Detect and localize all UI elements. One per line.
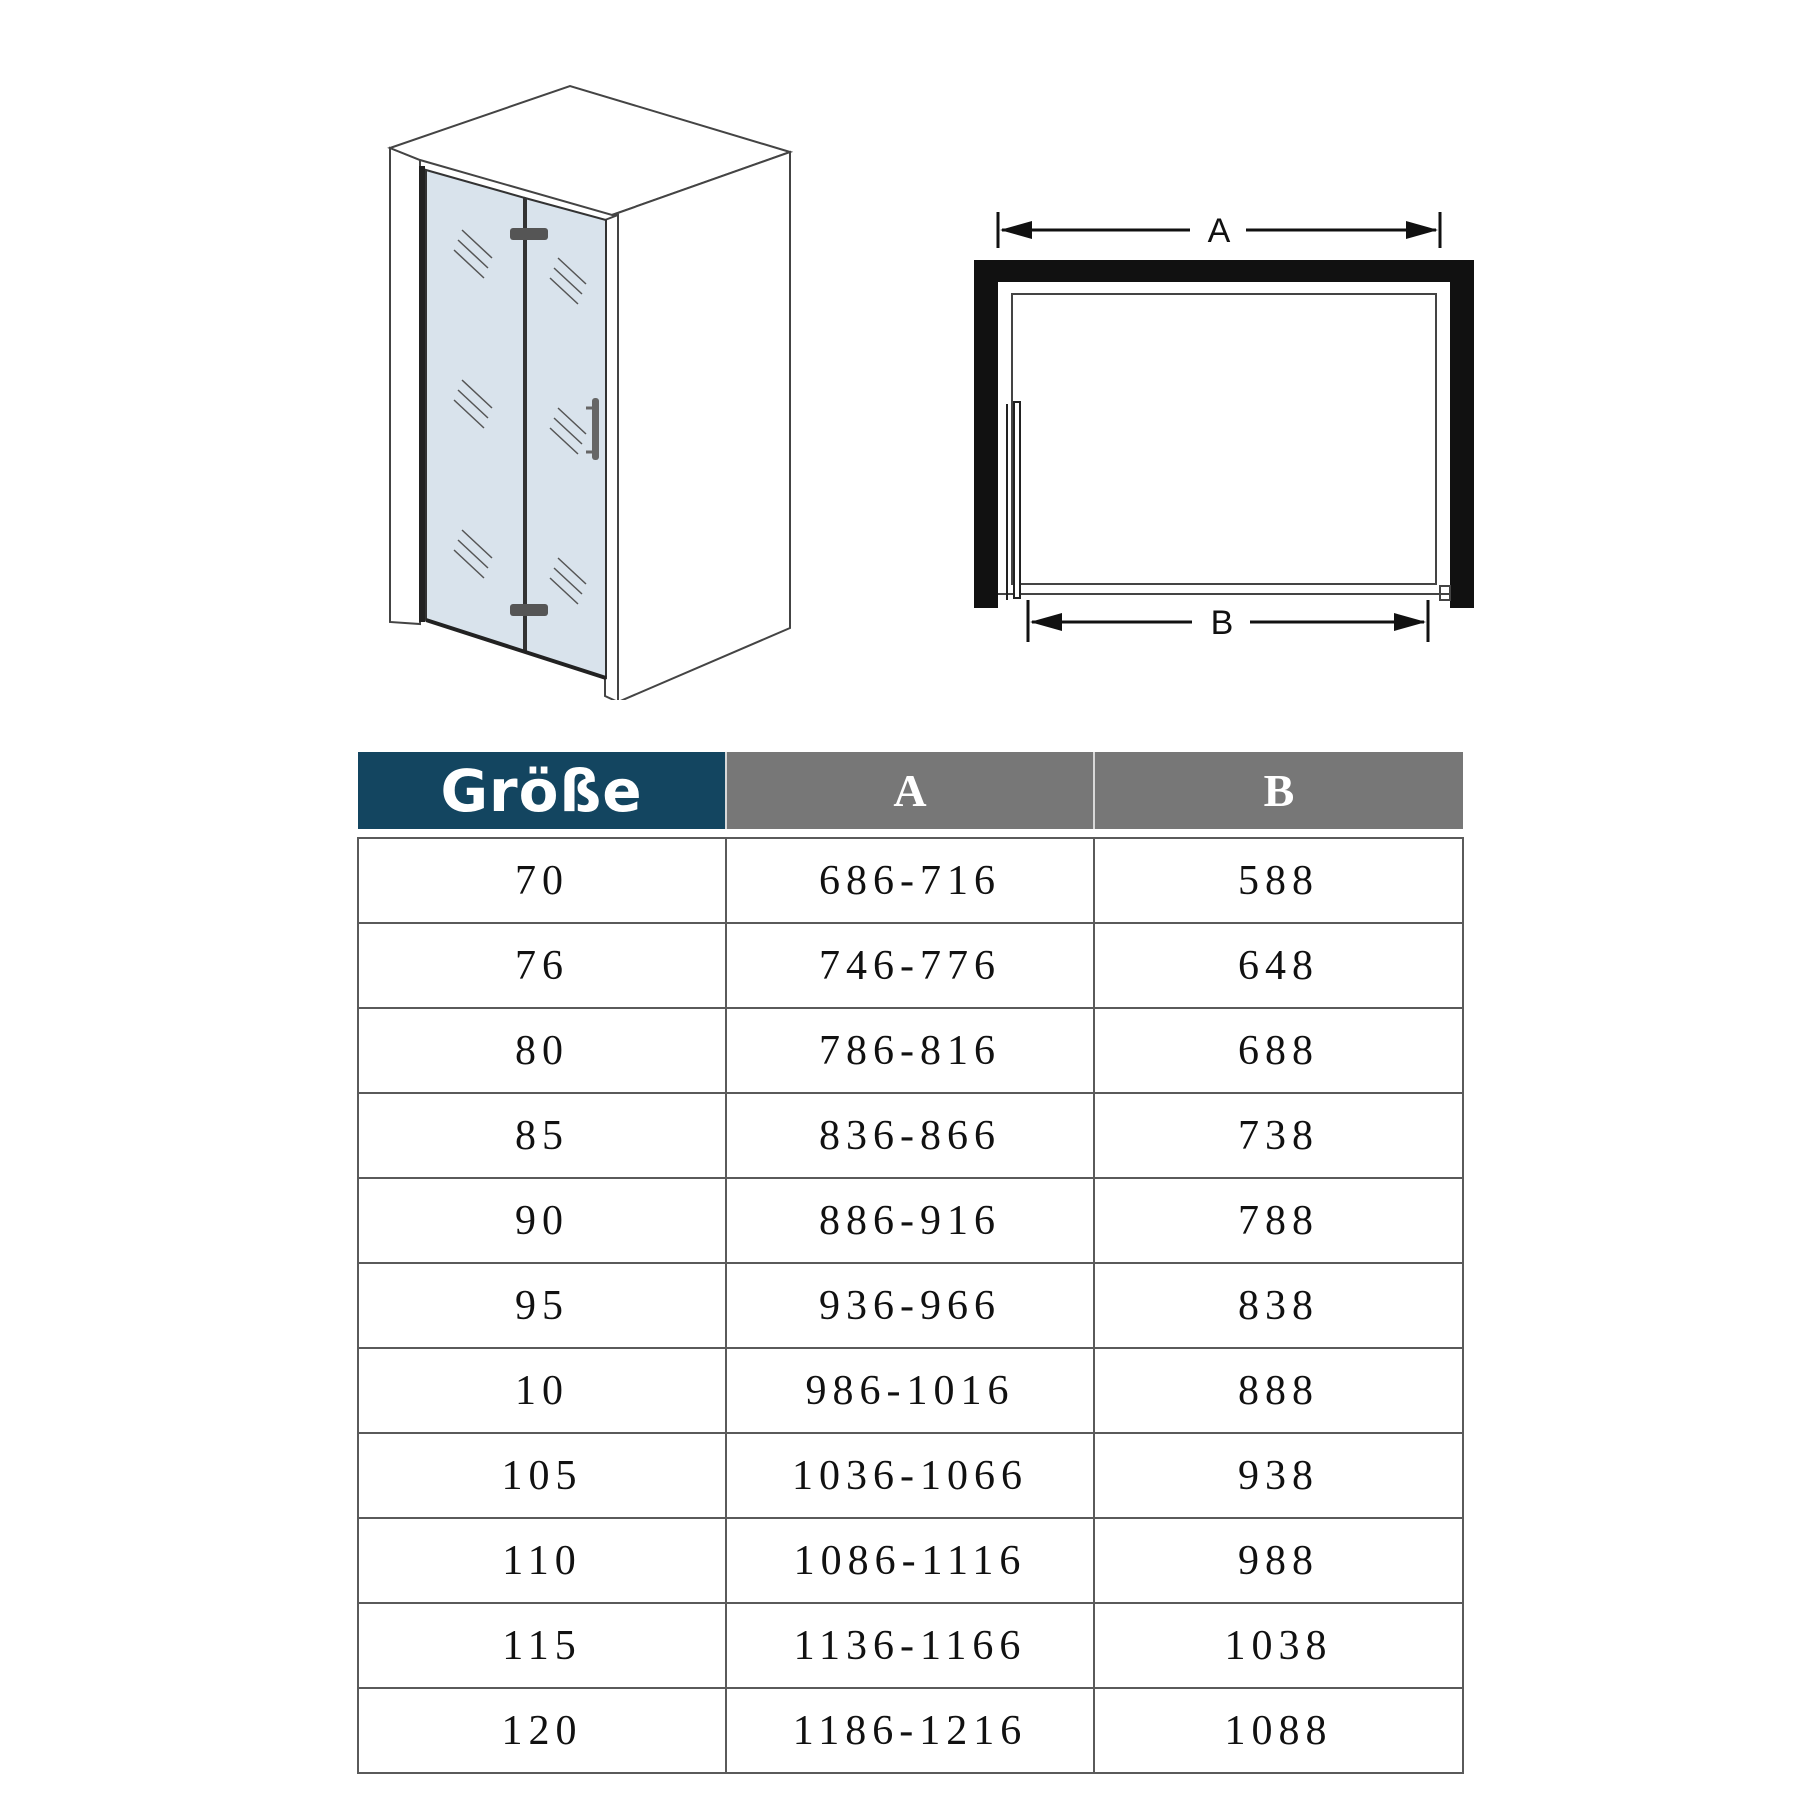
- a-cell: 786-816: [726, 1008, 1094, 1093]
- a-cell: 746-776: [726, 923, 1094, 1008]
- table-row: [358, 923, 1463, 1008]
- a-cell: 986-1016: [726, 1348, 1094, 1433]
- left-wall: [390, 148, 420, 624]
- a-cell: 1036-1066: [726, 1433, 1094, 1518]
- a-cell: 1136-1166: [726, 1603, 1094, 1688]
- table-header-row: [358, 752, 1463, 829]
- b-cell: 738: [1094, 1093, 1463, 1178]
- table-body: [358, 838, 1463, 1773]
- table-row: [358, 1603, 1463, 1688]
- bifold-door: [422, 166, 606, 678]
- table-row: [358, 1433, 1463, 1518]
- table-row: [358, 1518, 1463, 1603]
- table-row: [358, 1008, 1463, 1093]
- table-row: [358, 1348, 1463, 1433]
- size-cell: 120: [358, 1688, 726, 1773]
- a-cell: 686-716: [726, 838, 1094, 923]
- b-cell: 888: [1094, 1348, 1463, 1433]
- shower-enclosure-illustration: [380, 80, 810, 700]
- hinge-bottom: [510, 604, 548, 616]
- right-wall: [612, 152, 790, 700]
- hinge-top: [510, 228, 548, 240]
- dimension-b-label: B: [1210, 604, 1234, 642]
- shower-tray: [1012, 294, 1436, 584]
- table-row: [358, 1178, 1463, 1263]
- header-a: A: [726, 752, 1094, 829]
- size-cell: 110: [358, 1518, 726, 1603]
- b-cell: 988: [1094, 1518, 1463, 1603]
- b-cell: 838: [1094, 1263, 1463, 1348]
- size-table: [357, 752, 1464, 1774]
- a-cell: 936-966: [726, 1263, 1094, 1348]
- b-cell: 1038: [1094, 1603, 1463, 1688]
- table-row: [358, 1263, 1463, 1348]
- size-cell: 95: [358, 1263, 726, 1348]
- b-cell: 1088: [1094, 1688, 1463, 1773]
- b-cell: 938: [1094, 1433, 1463, 1518]
- b-cell: 688: [1094, 1008, 1463, 1093]
- folded-door-panel: [1014, 402, 1020, 598]
- dimension-plan-diagram: [960, 190, 1500, 660]
- table-row: [358, 1093, 1463, 1178]
- size-cell: 70: [358, 838, 726, 923]
- table-row: [358, 1688, 1463, 1773]
- size-cell: 105: [358, 1433, 726, 1518]
- size-cell: 80: [358, 1008, 726, 1093]
- size-cell: 90: [358, 1178, 726, 1263]
- a-cell: 836-866: [726, 1093, 1094, 1178]
- a-cell: 1086-1116: [726, 1518, 1094, 1603]
- size-cell: 10: [358, 1348, 726, 1433]
- b-cell: 788: [1094, 1178, 1463, 1263]
- header-size: Größe: [358, 752, 726, 829]
- size-cell: 115: [358, 1603, 726, 1688]
- a-cell: 1186-1216: [726, 1688, 1094, 1773]
- a-cell: 886-916: [726, 1178, 1094, 1263]
- b-cell: 588: [1094, 838, 1463, 923]
- plan-walls: [974, 260, 1474, 608]
- dimension-a-label: A: [1207, 212, 1231, 250]
- size-cell: 85: [358, 1093, 726, 1178]
- size-cell: 76: [358, 923, 726, 1008]
- header-b: B: [1094, 752, 1463, 829]
- b-cell: 648: [1094, 923, 1463, 1008]
- table-row: [358, 838, 1463, 923]
